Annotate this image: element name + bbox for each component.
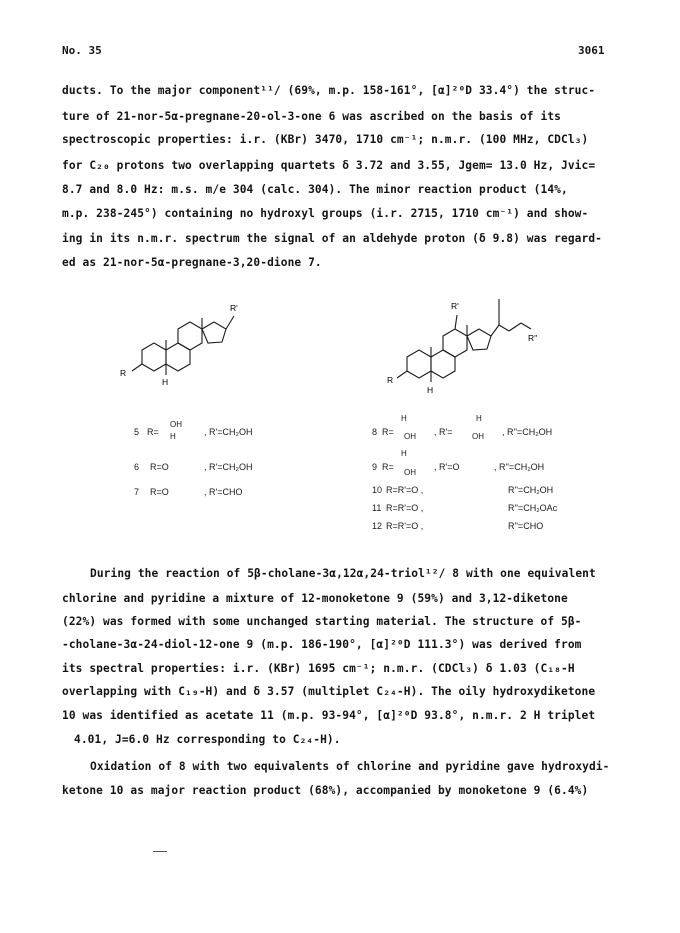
para2-line-8: 4.01, J=6.0 Hz corresponding to C₂₄-H). (74, 733, 341, 746)
para1-line-4: for C₂₀ protons two overlapping quartets δ 3.72 and 3.55, Jgem= 13.0 Hz, Jvic= (62, 159, 596, 172)
compound-9-r-double-prime: , R''=CH₂OH (494, 462, 545, 472)
compound-5-r-oh: OH (170, 420, 182, 429)
para2-line-4: -cholane-3α-24-diol-12-one 9 (m.p. 186-190°, [α]²⁰D 111.3°) was derived from (62, 638, 582, 651)
compound-6-r: R=O (150, 462, 169, 472)
compound-5-r: R= (147, 427, 159, 437)
compound-9-r-oh: OH (404, 468, 416, 477)
compound-9-r: R= (382, 462, 394, 472)
compound-7-number: 7 (134, 487, 140, 497)
left-h-label: H (162, 377, 169, 387)
compound-9-number: 9 (372, 462, 378, 472)
compound-11-r-double-prime: R''=CH₂OAc (508, 503, 558, 513)
steroid-structure-left (110, 285, 290, 400)
right-r-double-prime-label: R'' (528, 333, 538, 343)
compound-5-r-prime: , R'=CH₂OH (204, 427, 253, 437)
para2-line-6: overlapping with C₁₉-H) and δ 3.57 (multiplet C₂₄-H). The oily hydroxydiketone (62, 685, 596, 698)
compound-5-r-h: H (170, 432, 176, 441)
para2-line-1: During the reaction of 5β-cholane-3α,12α,24-triol¹²/ 8 with one equivalent (90, 567, 596, 580)
para2-line-7: 10 was identified as acetate 11 (m.p. 93-94°, [α]²⁰D 93.8°, n.m.r. 2 H triplet (62, 709, 596, 722)
para1-line-5: 8.7 and 8.0 Hz: m.s. m/e 304 (calc. 304). The minor reaction product (14%, (62, 183, 568, 196)
compound-12-r-double-prime: R''=CHO (508, 521, 544, 531)
compound-8-number: 8 (372, 427, 378, 437)
para3-line-2: ketone 10 as major reaction product (68%), accompanied by monoketone 9 (6.4%) (62, 784, 589, 797)
compound-11-number: 11 (372, 503, 382, 513)
left-r-prime-label: R' (230, 303, 238, 313)
left-r-label: R (120, 368, 127, 378)
para1-line-8: ed as 21-nor-5α-pregnane-3,20-dione 7. (62, 256, 322, 269)
right-r-label: R (387, 375, 394, 385)
compound-8-r-double-prime: , R''=CH₂OH (502, 427, 553, 437)
compound-12-r: R=R'=O , (386, 521, 424, 531)
compound-12-number: 12 (372, 521, 383, 531)
para1-line-7: ing in its n.m.r. spectrum the signal of an aldehyde proton (δ 9.8) was regard- (62, 232, 602, 245)
compound-8-r-prime-oh: OH (472, 432, 484, 441)
right-r-prime-label: R' (451, 301, 459, 311)
page-number: 3061 (578, 44, 605, 57)
compound-5-number: 5 (134, 427, 140, 437)
compound-10-r-double-prime: R''=CH₂OH (508, 485, 554, 495)
compound-7-r-prime: , R'=CHO (204, 487, 243, 497)
para1-line-6: m.p. 238-245°) containing no hydroxyl groups (i.r. 2715, 1710 cm⁻¹) and show- (62, 207, 589, 220)
compound-8-r-prime: , R'= (434, 427, 453, 437)
journal-issue: No. 35 (62, 44, 102, 57)
para2-line-5: its spectral properties: i.r. (KBr) 1695 cm⁻¹; n.m.r. (CDCl₃) δ 1.03 (C₁₈-H (62, 662, 575, 675)
compound-10-r: R=R'=O , (386, 485, 424, 495)
para1-line-1: ducts. To the major component¹¹/ (69%, m.p. 158-161°, [α]²⁰D 33.4°) the struc- (62, 84, 596, 97)
para2-line-2: chlorine and pyridine a mixture of 12-monoketone 9 (59%) and 3,12-diketone (62, 592, 568, 605)
right-h-label: H (427, 385, 434, 395)
compound-9-r-h: H (401, 449, 407, 458)
steroid-structure-right (385, 285, 575, 400)
compound-9-r-prime: , R'=O (434, 462, 460, 472)
para2-line-3: (22%) was formed with some unchanged starting material. The structure of 5β- (62, 615, 582, 628)
para1-line-3: spectroscopic properties: i.r. (KBr) 3470, 1710 cm⁻¹; n.m.r. (100 MHz, CDCl₃) (62, 133, 589, 146)
compound-8-r-h: H (401, 414, 407, 423)
compound-11-r: R=R'=O , (386, 503, 424, 513)
compound-6-number: 6 (134, 462, 140, 472)
compound-8-r: R= (382, 427, 394, 437)
para1-line-2: ture of 21-nor-5α-pregnane-20-ol-3-one 6 was ascribed on the basis of its (62, 110, 561, 123)
compound-8-r-oh: OH (404, 432, 416, 441)
para3-line-1: Oxidation of 8 with two equivalents of chlorine and pyridine gave hydroxydi- (90, 760, 610, 773)
compound-10-number: 10 (372, 485, 383, 495)
compound-7-r: R=O (150, 487, 169, 497)
compound-8-r-prime-h: H (476, 414, 482, 423)
compound-6-r-prime: , R'=CH₂OH (204, 462, 253, 472)
page-mark (153, 851, 167, 852)
